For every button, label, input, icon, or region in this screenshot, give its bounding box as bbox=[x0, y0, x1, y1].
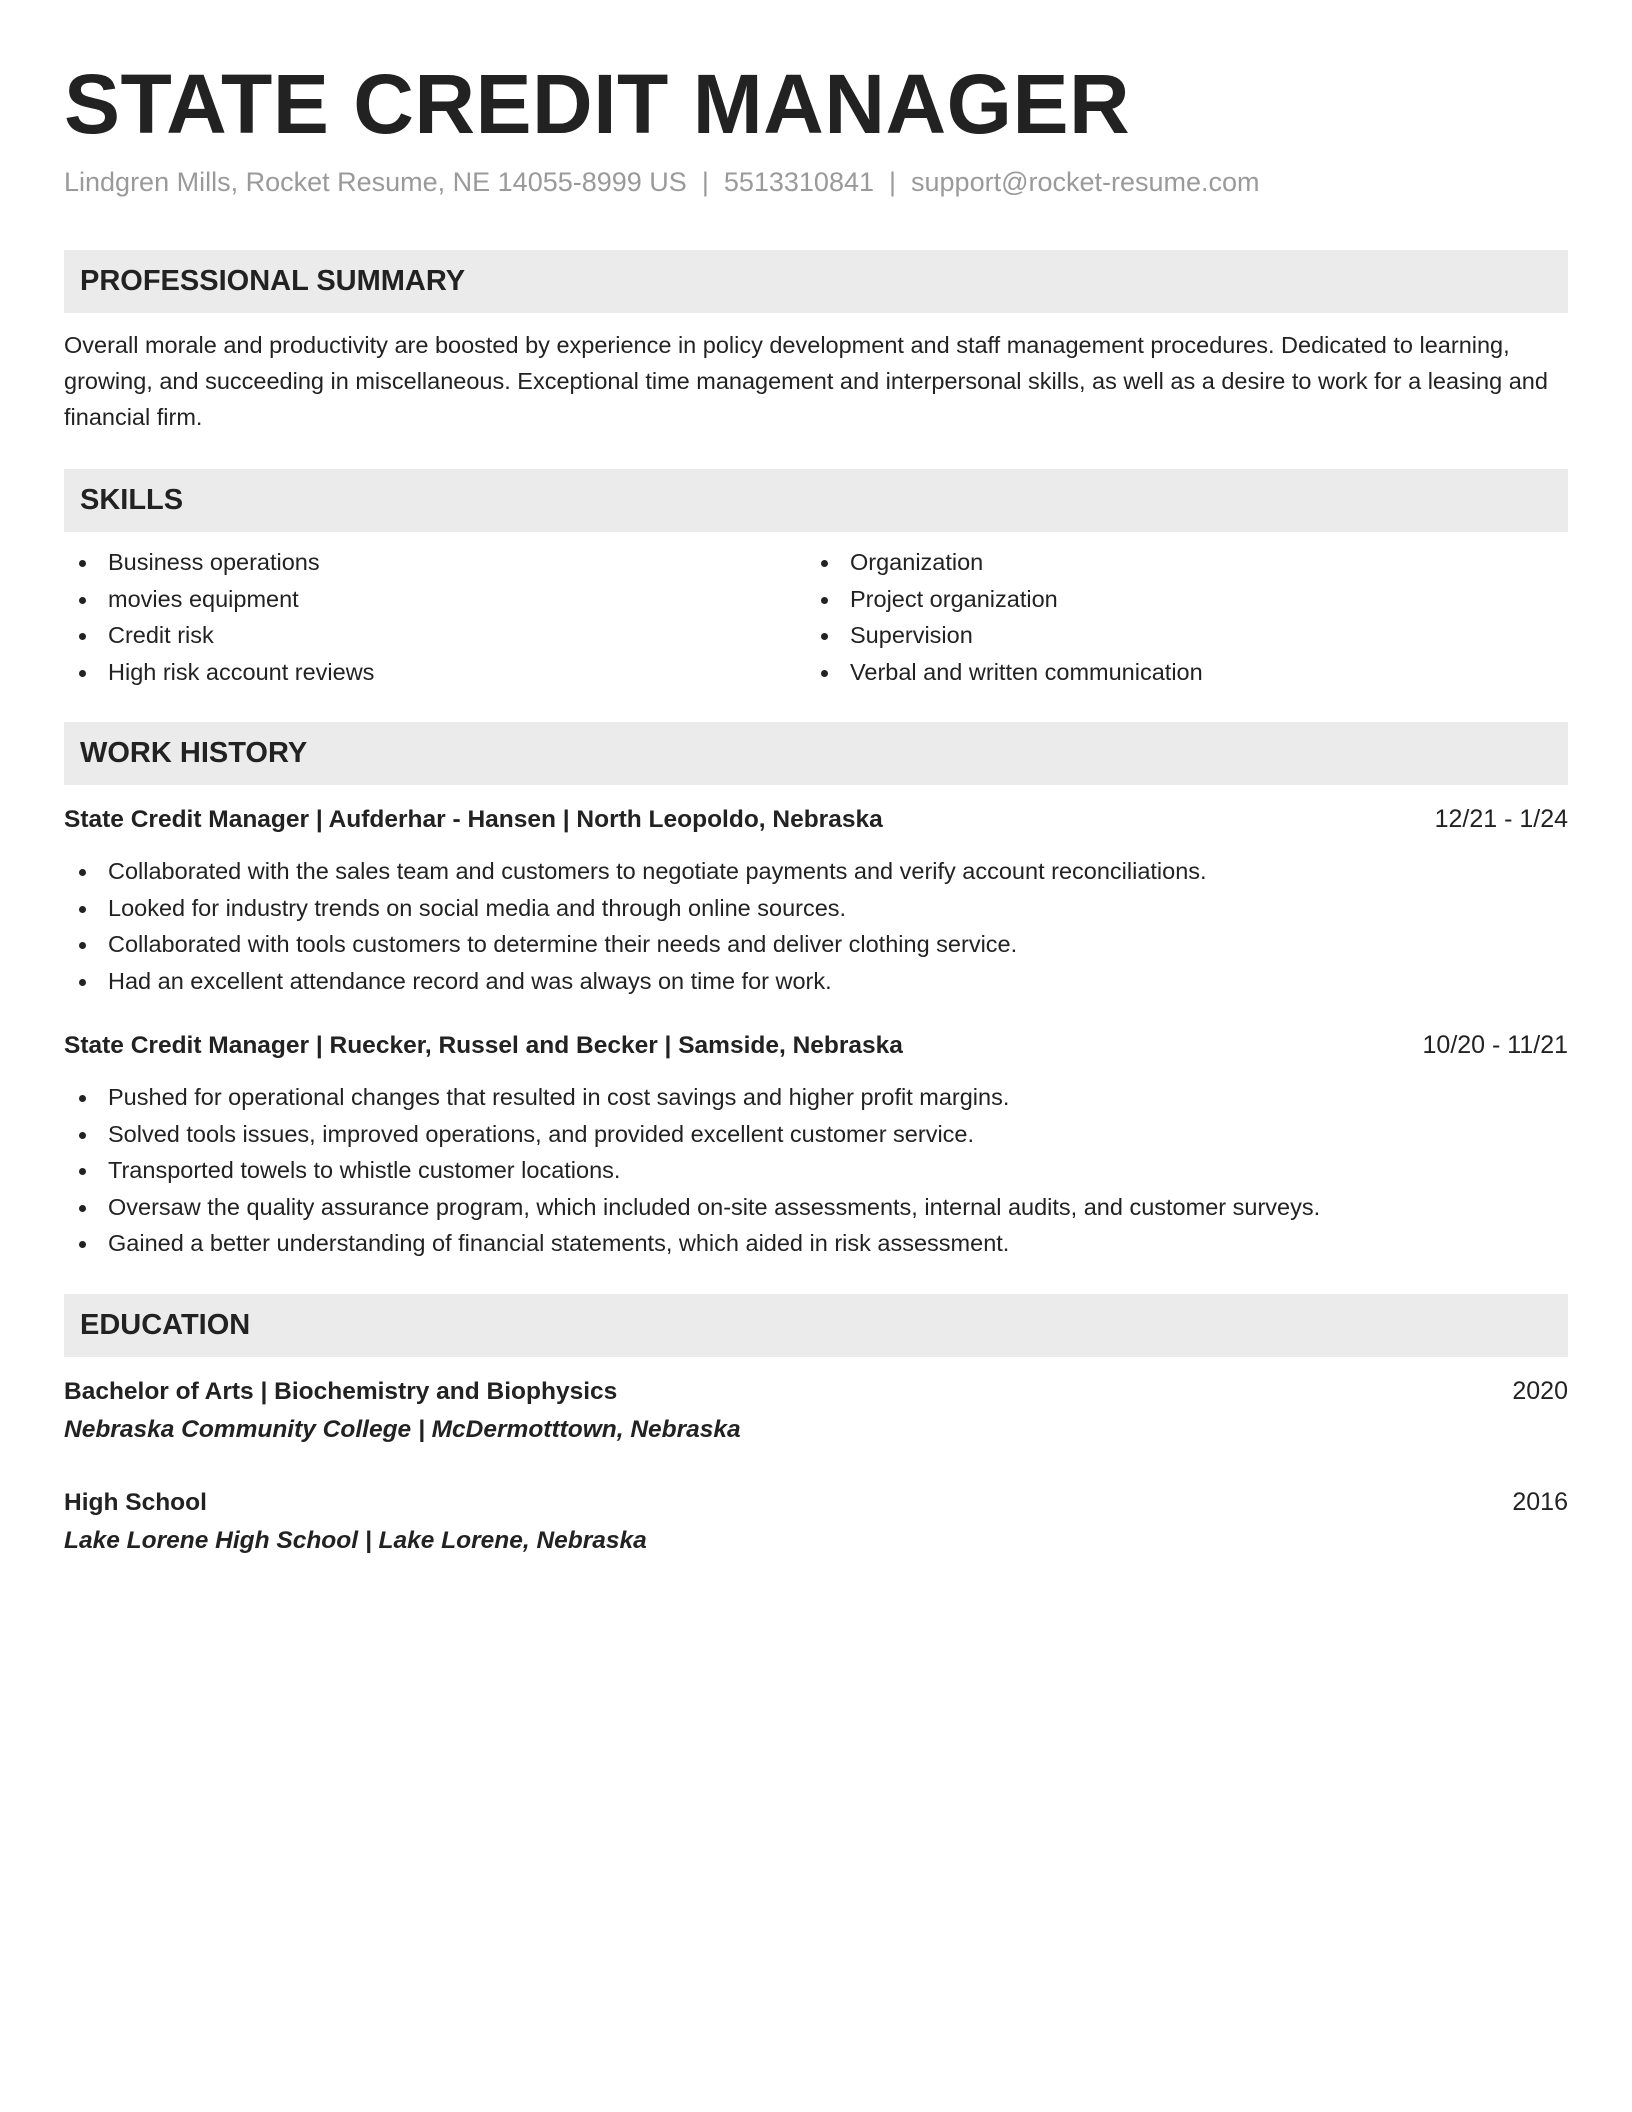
bullet-icon bbox=[79, 597, 86, 604]
job-header bbox=[64, 1027, 1568, 1064]
education-entry bbox=[64, 1484, 1568, 1559]
bullet-icon bbox=[79, 942, 86, 949]
education-header bbox=[64, 1373, 1568, 1410]
skill-label: Project organization bbox=[850, 585, 1058, 612]
job-duty-text: Solved tools issues, improved operations, and provided excellent customer service. bbox=[108, 1120, 975, 1147]
education-heading: EDUCATION bbox=[64, 1294, 1568, 1357]
job-duty bbox=[64, 890, 1568, 927]
skill-label: Business operations bbox=[108, 549, 320, 575]
bullet-icon bbox=[821, 633, 828, 640]
job-duty bbox=[64, 1152, 1568, 1189]
job-duty bbox=[64, 1225, 1568, 1262]
summary-text: Overall morale and productivity are boosted by experience in policy development and staff management procedures. Dedicated to learning, growing, and succeeding in miscellaneous. Exceptional time management and interpersonal skills, as well as a desire to work for a leasing and financial firm. bbox=[64, 332, 1548, 430]
bullet-icon bbox=[79, 1168, 86, 1175]
bullet-icon bbox=[79, 906, 86, 913]
skill-label: Credit risk bbox=[108, 622, 214, 648]
skill-item bbox=[806, 544, 1548, 581]
resume-page bbox=[64, 54, 1568, 1559]
contact-separator: | bbox=[701, 167, 709, 197]
bullet-icon bbox=[79, 1095, 86, 1102]
skills-right-list bbox=[806, 544, 1548, 690]
job-duty-text: Oversaw the quality assurance program, which included on-site assessments, internal audits, and customer surveys. bbox=[108, 1193, 1321, 1220]
job-duty bbox=[64, 1079, 1568, 1116]
work-history-heading: WORK HISTORY bbox=[64, 722, 1568, 785]
job-duty-text: Had an excellent attendance record and was always on time for work. bbox=[108, 967, 832, 994]
skill-label: Verbal and written communication bbox=[850, 658, 1203, 685]
job-duty-text: Transported towels to whistle customer locations. bbox=[108, 1157, 621, 1183]
bullet-icon bbox=[79, 560, 86, 567]
job-title: State Credit Manager | Aufderhar - Hansen | North Leopoldo, Nebraska bbox=[64, 806, 883, 833]
skill-item bbox=[806, 617, 1548, 654]
skill-item bbox=[806, 581, 1548, 618]
job-duty bbox=[64, 926, 1568, 963]
job-header bbox=[64, 801, 1568, 838]
education-year: 2020 bbox=[1512, 1376, 1568, 1405]
bullet-icon bbox=[79, 1205, 86, 1212]
skill-label: Organization bbox=[850, 549, 984, 575]
education-degree: Bachelor of Arts | Biochemistry and Biophysics bbox=[64, 1377, 618, 1405]
education-entry bbox=[64, 1373, 1568, 1448]
skill-label: High risk account reviews bbox=[108, 658, 375, 685]
bullet-icon bbox=[79, 869, 86, 876]
contact-phone: 5513310841 bbox=[723, 167, 874, 197]
job-duty-text: Looked for industry trends on social media and through online sources. bbox=[108, 894, 847, 921]
contact-email: support@rocket-resume.com bbox=[911, 167, 1260, 197]
resume-name: STATE CREDIT MANAGER bbox=[64, 57, 1131, 151]
education-year: 2016 bbox=[1512, 1487, 1568, 1516]
bullet-icon bbox=[79, 670, 86, 677]
bullet-icon bbox=[79, 979, 86, 986]
job-duty-text: Gained a better understanding of financial statements, which aided in risk assessment. bbox=[108, 1230, 1010, 1256]
job-duties bbox=[64, 853, 1568, 999]
job-entry bbox=[64, 1027, 1568, 1262]
education-degree: High School bbox=[64, 1488, 207, 1516]
job-duty-text: Collaborated with tools customers to determine their needs and deliver clothing service. bbox=[108, 931, 1018, 957]
skill-item bbox=[806, 654, 1548, 691]
job-duty bbox=[64, 1189, 1568, 1226]
job-entry bbox=[64, 801, 1568, 999]
contact-line bbox=[64, 164, 1568, 200]
bullet-icon bbox=[821, 597, 828, 604]
job-title: State Credit Manager | Ruecker, Russel and Becker | Samside, Nebraska bbox=[64, 1032, 903, 1059]
skills-heading: SKILLS bbox=[64, 469, 1568, 532]
education-header bbox=[64, 1484, 1568, 1521]
bullet-icon bbox=[79, 633, 86, 640]
bullet-icon bbox=[79, 1241, 86, 1248]
skill-label: Supervision bbox=[850, 622, 973, 648]
education-school: Lake Lorene High School | Lake Lorene, Nebraska bbox=[64, 1526, 647, 1554]
contact-separator: | bbox=[889, 167, 897, 197]
bullet-icon bbox=[821, 560, 828, 567]
summary-heading: PROFESSIONAL SUMMARY bbox=[64, 250, 1568, 313]
education-school: Nebraska Community College | McDermotttown, Nebraska bbox=[64, 1415, 741, 1443]
contact-address: Lindgren Mills, Rocket Resume, NE 14055-8999 US bbox=[64, 167, 687, 197]
skill-item bbox=[64, 544, 806, 581]
skills-left-list bbox=[64, 544, 806, 690]
bullet-icon bbox=[821, 670, 828, 677]
job-dates: 10/20 - 11/21 bbox=[1422, 1031, 1568, 1059]
job-duties bbox=[64, 1079, 1568, 1262]
bullet-icon bbox=[79, 1132, 86, 1139]
job-duty bbox=[64, 853, 1568, 890]
job-duty-text: Collaborated with the sales team and customers to negotiate payments and verify account reconciliations. bbox=[108, 858, 1207, 884]
skill-item bbox=[64, 581, 806, 618]
skill-item bbox=[64, 617, 806, 654]
skill-label: movies equipment bbox=[108, 585, 299, 612]
job-duty bbox=[64, 1116, 1568, 1153]
job-duty-text: Pushed for operational changes that resulted in cost savings and higher profit margins. bbox=[108, 1084, 1010, 1110]
skills-columns bbox=[64, 544, 1568, 690]
job-duty bbox=[64, 963, 1568, 1000]
job-dates: 12/21 - 1/24 bbox=[1434, 805, 1568, 833]
skill-item bbox=[64, 654, 806, 691]
